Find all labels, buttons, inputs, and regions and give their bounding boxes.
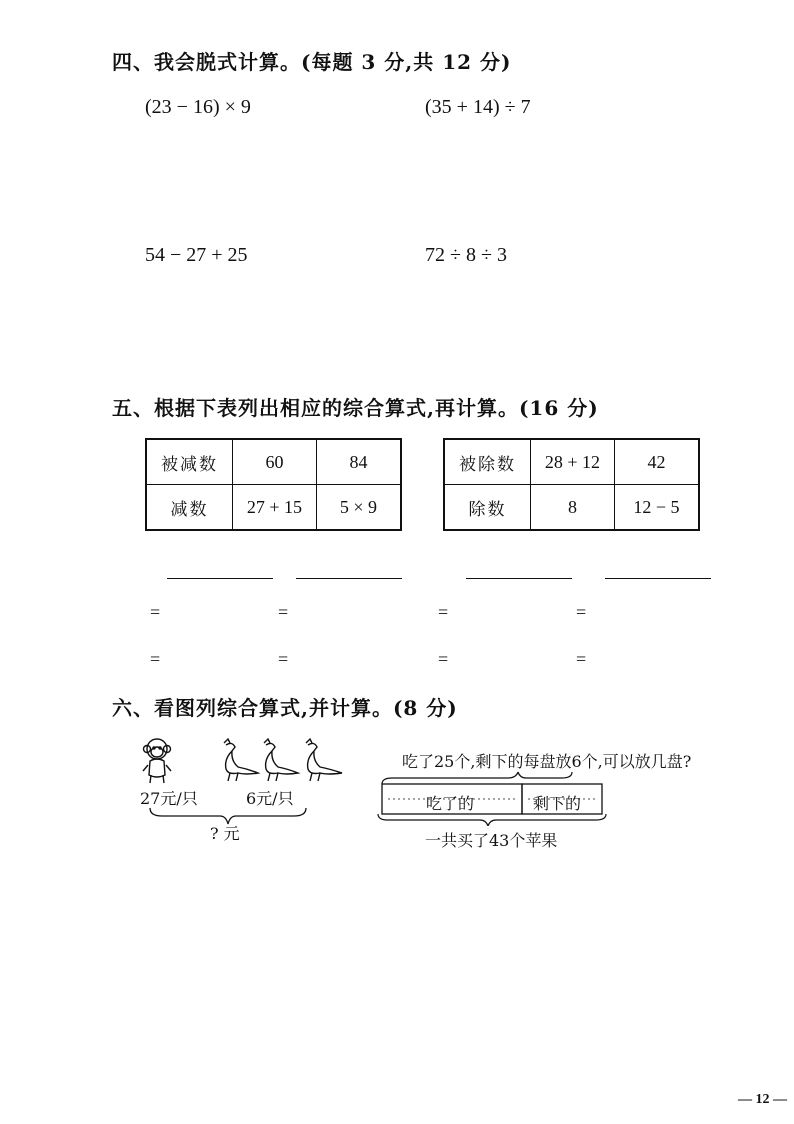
table-row [444,439,699,485]
division-table [443,438,700,531]
expression-4: 72 ÷ 8 ÷ 3 [425,244,507,266]
equals-sign: = [150,649,161,669]
table-cell-label: 除数 [444,485,530,531]
dinosaur-icon [306,739,342,781]
expression-3: 54 − 27 + 25 [145,244,248,266]
answer-line-4[interactable] [605,578,711,579]
table-row [146,439,401,485]
equals-sign: = [150,602,161,622]
apple-question: 吃了25个,剩下的每盘放6个,可以放几盘? [402,752,692,771]
equals-sign: = [576,602,587,622]
total-unknown: ? 元 [210,824,240,843]
dinosaur-price: 6元/只 [246,789,294,808]
table-cell: 28 + 12 [530,439,614,485]
table-cell: 8 [530,485,614,531]
answer-line-2[interactable] [296,578,402,579]
table-cell-label: 减数 [146,485,232,531]
monkey-price: 27元/只 [140,789,198,808]
table-cell: 84 [316,439,401,485]
expression-2: (35 + 14) ÷ 7 [425,96,531,118]
answer-line-3[interactable] [466,578,572,579]
section4-title: 四、我会脱式计算。(每题 3 分,共 12 分) [112,50,512,74]
dinosaur-icon [264,739,298,781]
answer-line-1[interactable] [167,578,273,579]
equals-sign: = [278,602,289,622]
section5-title: 五、根据下表列出相应的综合算式,再计算。(16 分) [112,396,599,420]
equals-sign: = [278,649,289,669]
table-cell-label: 被减数 [146,439,232,485]
table-row [146,485,401,531]
monkey-and-dinosaurs-illustration [138,735,348,785]
equals-sign: = [576,649,587,669]
table-cell-label: 被除数 [444,439,530,485]
table-row [444,485,699,531]
apple-total: 一共买了43个苹果 [425,831,558,850]
table-cell: 12 − 5 [614,485,699,531]
subtraction-table [145,438,402,531]
box-remaining-label: 剩下的 [533,794,582,813]
section6-title: 六、看图列综合算式,并计算。(8 分) [112,696,458,720]
equals-sign: = [438,649,449,669]
page-number: — 12 — [738,1092,787,1107]
table-cell: 5 × 9 [316,485,401,531]
expression-1: (23 − 16) × 9 [145,96,251,118]
table-cell: 42 [614,439,699,485]
box-eaten-label: 吃了的 [426,794,475,813]
table-cell: 27 + 15 [232,485,316,531]
monkey-icon [143,739,171,783]
dinosaur-icon [224,739,258,781]
equals-sign: = [438,602,449,622]
table-cell: 60 [232,439,316,485]
